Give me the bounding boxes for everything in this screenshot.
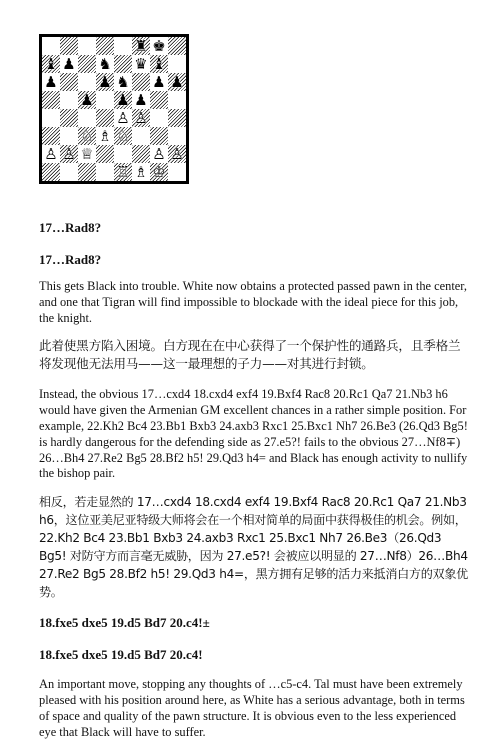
square-d7 [96, 55, 114, 73]
paragraph-english-1: This gets Black into trouble. White now obtains a protected passed pawn in the center, and one that Tigran will find impossible to blockade with the ideal piece for this job, the knight. [39, 279, 468, 325]
chess-piece-icon: ♞ [116, 73, 130, 91]
square-b6 [60, 73, 78, 91]
square-b5 [60, 91, 78, 109]
square-a1 [42, 163, 60, 181]
square-f1 [132, 163, 150, 181]
chess-piece-icon: ♟ [44, 73, 58, 91]
square-a3 [42, 127, 60, 145]
square-b4 [60, 109, 78, 127]
square-c2 [78, 145, 96, 163]
chess-piece-icon: ♙ [44, 145, 58, 163]
chess-piece-icon: ♚ [152, 37, 166, 55]
paragraph-english-2: Instead, the obvious 17…cxd4 18.cxd4 exf4 19.Bxf4 Rac8 20.Rc1 Qa7 21.Nb3 h6 would have given the Armenian GM excellent chances in a rather simple position. For example, 22.Kh2 Bc4 23.Bb1 Bxb3 24.axb3 Rxc1 25.Bxc1 Nh7 26.Be3 (26.Qd3 Bg5! is hardly dangerous for the defending side as 27.e5?! fails to the obvious 27…Nf8∓) 26…Bh4 27.Re2 Bg5 28.Bf2 h5! 29.Qd3 h4= and Black has enough activity to nullify the bishop pair. [39, 387, 468, 481]
square-d8 [96, 37, 114, 55]
square-c7 [78, 55, 96, 73]
square-a8 [42, 37, 60, 55]
square-a7 [42, 55, 60, 73]
square-e6 [114, 73, 132, 91]
square-h6 [168, 73, 186, 91]
move-heading-4: 18.fxe5 dxe5 19.d5 Bd7 20.c4! [39, 647, 203, 663]
square-f3 [132, 127, 150, 145]
chess-piece-icon: ♖ [116, 163, 130, 181]
chess-piece-icon: ♕ [80, 145, 94, 163]
square-e1 [114, 163, 132, 181]
move-heading-3: 18.fxe5 dxe5 19.d5 Bd7 20.c4!± [39, 615, 210, 631]
square-a4 [42, 109, 60, 127]
square-a2 [42, 145, 60, 163]
square-f7 [132, 55, 150, 73]
square-c3 [78, 127, 96, 145]
square-g8 [150, 37, 168, 55]
square-d2 [96, 145, 114, 163]
chess-piece-icon: ♙ [134, 109, 148, 127]
square-e5 [114, 91, 132, 109]
square-d6 [96, 73, 114, 91]
chess-diagram [39, 34, 189, 184]
square-a6 [42, 73, 60, 91]
chess-piece-icon: ♞ [98, 55, 112, 73]
chess-piece-icon: ♟ [152, 73, 166, 91]
square-h8 [168, 37, 186, 55]
square-a5 [42, 91, 60, 109]
square-d4 [96, 109, 114, 127]
chess-piece-icon: ♔ [152, 163, 166, 181]
square-e8 [114, 37, 132, 55]
square-b3 [60, 127, 78, 145]
square-h2 [168, 145, 186, 163]
square-e4 [114, 109, 132, 127]
square-h3 [168, 127, 186, 145]
chess-piece-icon: ♙ [152, 145, 166, 163]
square-g6 [150, 73, 168, 91]
chess-piece-icon: ♙ [62, 145, 76, 163]
chess-piece-icon: ♙ [116, 109, 130, 127]
chess-piece-icon: ♗ [134, 163, 148, 181]
square-f5 [132, 91, 150, 109]
square-c4 [78, 109, 96, 127]
move-heading-1: 17…Rad8? [39, 220, 102, 235]
chess-piece-icon: ♝ [152, 55, 166, 73]
square-d1 [96, 163, 114, 181]
square-f2 [132, 145, 150, 163]
square-h5 [168, 91, 186, 109]
square-h1 [168, 163, 186, 181]
chess-piece-icon: ♘ [116, 127, 130, 145]
square-b2 [60, 145, 78, 163]
square-e7 [114, 55, 132, 73]
chess-piece-icon: ♟ [98, 73, 112, 91]
square-c5 [78, 91, 96, 109]
square-f6 [132, 73, 150, 91]
chess-piece-icon: ♙ [170, 145, 184, 163]
chess-piece-icon: ♟ [116, 91, 130, 109]
square-f8 [132, 37, 150, 55]
chess-piece-icon: ♟ [170, 73, 184, 91]
square-h4 [168, 109, 186, 127]
page [39, 34, 469, 740]
chess-piece-icon: ♜ [134, 37, 148, 55]
chess-piece-icon: ♟ [80, 91, 94, 109]
square-g4 [150, 109, 168, 127]
chess-piece-icon: ♛ [134, 55, 148, 73]
square-c6 [78, 73, 96, 91]
paragraph-english-3: An important move, stopping any thoughts of …c5-c4. Tal must have been extremely pleased with his position around here, as White has a serious advantage, both in terms of space and quality of the pawn structure. It is obvious even to the less experienced eye that Black will have to suffer. [39, 677, 465, 739]
paragraph-chinese-2: 相反，若走显然的 17…cxd4 18.cxd4 exf4 19.Bxf4 Rac8 20.Rc1 Qa7 21.Nb3 h6，这位亚美尼亚特级大师将会在一个相对简单的局面中获得极佳的机会。例如，22.Kh2 Bc4 23.Bb1 Bxb3 24.axb3 Rxc1 25.Bxc1 Nh7 26.Be3（26.Qd3 Bg5! 对防守方而言毫无威胁，因为 27.e5?! 会被应以明显的 27…Nf8）26…Bh4 27.Re2 Bg5 28.Bf2 h5! 29.Qd3 h4=，黑方拥有足够的活力来抵消白方的双象优势。 [39, 495, 468, 600]
chess-piece-icon: ♟ [62, 55, 76, 73]
square-g7 [150, 55, 168, 73]
square-f4 [132, 109, 150, 127]
paragraph-chinese-1: 此着使黑方陷入困境。白方现在在中心获得了一个保护性的通路兵，且季格兰将发现他无法用马——这一最理想的子力——对其进行封锁。 [39, 338, 461, 372]
square-e3 [114, 127, 132, 145]
square-d3 [96, 127, 114, 145]
square-b8 [60, 37, 78, 55]
square-b1 [60, 163, 78, 181]
square-c8 [78, 37, 96, 55]
square-e2 [114, 145, 132, 163]
square-d5 [96, 91, 114, 109]
chess-piece-icon: ♘ [80, 127, 94, 145]
chess-piece-icon: ♟ [134, 91, 148, 109]
square-g2 [150, 145, 168, 163]
square-b7 [60, 55, 78, 73]
chess-piece-icon: ♗ [98, 127, 112, 145]
square-c1 [78, 163, 96, 181]
move-heading-2: 17…Rad8? [39, 252, 102, 267]
square-g3 [150, 127, 168, 145]
chess-piece-icon: ♝ [44, 55, 58, 73]
square-g5 [150, 91, 168, 109]
square-g1 [150, 163, 168, 181]
square-h7 [168, 55, 186, 73]
